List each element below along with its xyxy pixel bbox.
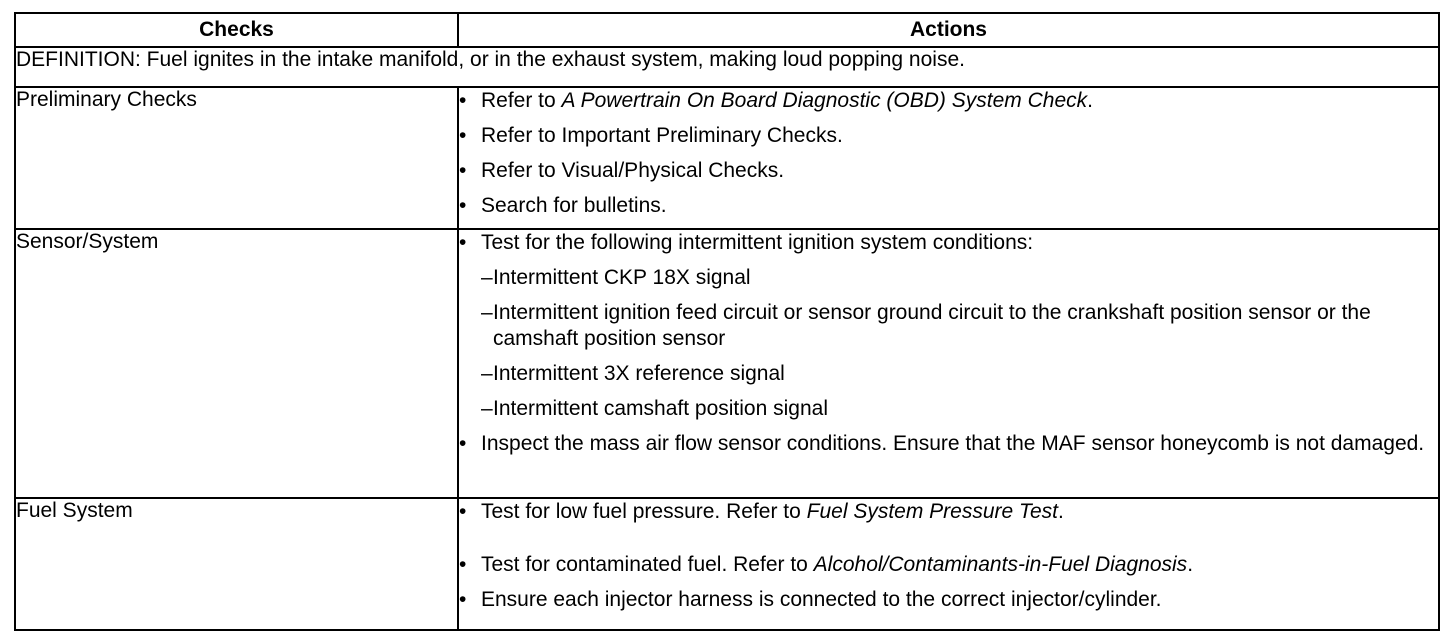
header-row xyxy=(15,13,1439,47)
check-label-fuel-system: Fuel System xyxy=(15,498,458,630)
action-subitem: – Intermittent 3X reference signal xyxy=(481,362,785,385)
action-subitem: – Intermittent ignition feed circuit or sensor ground circuit to the crankshaft position sensor or the camshaft position sensor xyxy=(481,301,1371,350)
table-row xyxy=(15,87,1439,229)
actions-cell xyxy=(458,229,1439,498)
bullet-icon: • xyxy=(459,588,467,611)
bullet-icon: • xyxy=(459,432,467,455)
dash-icon: – xyxy=(481,301,493,324)
bullet-icon: • xyxy=(459,194,467,217)
check-label-sensor-system: Sensor/System xyxy=(15,229,458,498)
action-item: • Ensure each injector harness is connected to the correct injector/cylinder. xyxy=(459,588,1162,611)
definition-text: DEFINITION: Fuel ignites in the intake manifold, or in the exhaust system, making loud popping noise. xyxy=(15,47,1439,87)
bullet-icon: • xyxy=(459,231,467,254)
action-item: • Refer to A Powertrain On Board Diagnostic (OBD) System Check. xyxy=(459,89,1093,112)
bullet-icon: • xyxy=(459,89,467,112)
actions-cell xyxy=(458,498,1439,630)
bullet-icon: • xyxy=(459,553,467,576)
bullet-icon: • xyxy=(459,159,467,182)
action-subitem: – Intermittent CKP 18X signal xyxy=(481,266,751,289)
action-item: • Test for the following intermittent ignition system conditions: xyxy=(459,231,1034,254)
dash-icon: – xyxy=(481,362,493,385)
reference-link-text: Fuel System Pressure Test xyxy=(806,500,1058,523)
diagnostic-table xyxy=(14,12,1440,631)
dash-icon: – xyxy=(481,397,493,420)
checks-header: Checks xyxy=(15,13,458,47)
actions-header: Actions xyxy=(458,13,1439,47)
check-label-preliminary: Preliminary Checks xyxy=(15,87,458,229)
action-item: • Refer to Visual/Physical Checks. xyxy=(459,159,785,182)
reference-link-text: Alcohol/Contaminants-in-Fuel Diagnosis xyxy=(813,553,1188,576)
action-item: • Refer to Important Preliminary Checks. xyxy=(459,124,843,147)
spacer xyxy=(459,534,1438,552)
definition-row xyxy=(15,47,1439,87)
actions-cell xyxy=(458,87,1439,229)
action-item: • Test for contaminated fuel. Refer to Alcohol/Contaminants-in-Fuel Diagnosis. xyxy=(459,553,1194,576)
bullet-icon: • xyxy=(459,124,467,147)
table-row xyxy=(15,498,1439,630)
action-item: • Search for bulletins. xyxy=(459,194,667,217)
action-item: • Inspect the mass air flow sensor conditions. Ensure that the MAF sensor honeycomb is not damaged. xyxy=(459,432,1425,455)
action-item: • Test for low fuel pressure. Refer to Fuel System Pressure Test. xyxy=(459,500,1064,523)
bullet-icon: • xyxy=(459,500,467,523)
table-row xyxy=(15,229,1439,498)
dash-icon: – xyxy=(481,266,493,289)
action-subitem: – Intermittent camshaft position signal xyxy=(481,397,828,420)
reference-link-text: A Powertrain On Board Diagnostic (OBD) System Check xyxy=(561,89,1088,112)
